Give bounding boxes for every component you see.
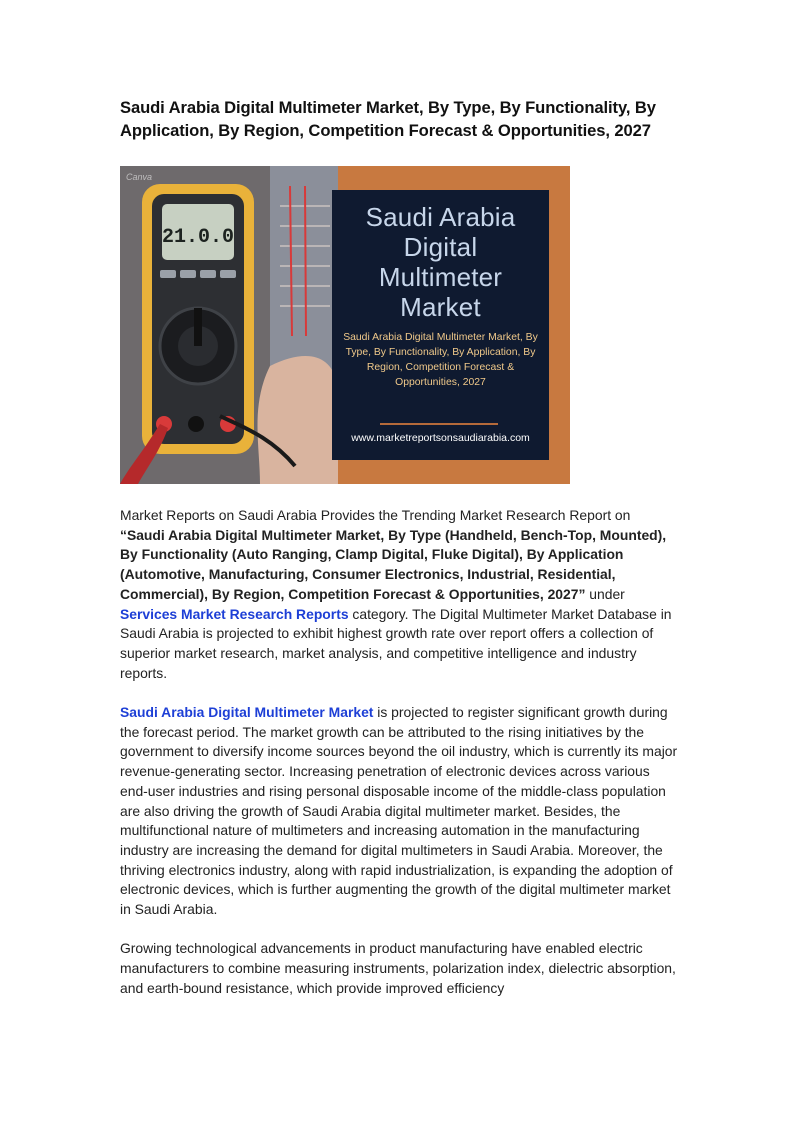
cover-title-line: Digital: [403, 232, 478, 262]
cover-card: [332, 190, 549, 460]
market-overview-paragraph: [120, 703, 678, 920]
market-report-link[interactable]: Saudi Arabia Digital Multimeter Market: [120, 704, 374, 721]
cover-title-line: Saudi Arabia: [365, 202, 516, 232]
cover-card-title: [332, 202, 549, 322]
cover-title-line: Market: [400, 292, 481, 322]
watermark: Canva: [126, 172, 153, 182]
cover-card-subtitle: Saudi Arabia Digital Multimeter Market, By Type, By Functionality, By Application, By Region, Competition Forecast & Opportunities, 2027: [343, 332, 538, 388]
divider: [380, 423, 498, 425]
report-full-title: “Saudi Arabia Digital Multimeter Market, By Type (Handheld, Bench-Top, Mounted), By Functionality (Auto Ranging, Clamp Digital, Fluke Digital), By Application (Automotive, Manufacturing, Consumer Electronics, Industrial, Residential, Commercial), By Region, Competition Forecast & Opportunities, 2027”: [120, 526, 667, 602]
multimeter-photo: [120, 166, 338, 484]
cover-title-line: Multimeter: [378, 262, 503, 292]
multimeter-display-readout: 21.0.0: [161, 226, 235, 249]
intro-under: under: [585, 585, 625, 602]
cover-card-url: www.marketreportsonsaudiarabia.com: [351, 432, 530, 444]
intro-tail: category. The Digital Multimeter Market Database in Saudi Arabia is projected to exhibit highest growth rate over report offers a collection of superior market research, market analysis, and competitive intelligence and industry reports.: [120, 605, 672, 681]
intro-lead: Market Reports on Saudi Arabia Provides the Trending Market Research Report on: [120, 507, 631, 523]
page-title: Saudi Arabia Digital Multimeter Market, By Type, By Functionality, By Application, By Region, Competition Forecast & Opportunities, 2027: [120, 98, 656, 140]
services-reports-link[interactable]: Services Market Research Reports: [120, 605, 349, 622]
technology-paragraph: Growing technological advancements in product manufacturing have enabled electric manufacturers to combine measuring instruments, polarization index, dielectric absorption, and earth-bound resistance, which provide improved efficiency: [120, 940, 676, 996]
document-page: [120, 96, 678, 999]
overview-text: is projected to register significant growth during the forecast period. The market growth can be attributed to the rising initiatives by the government to diversify income sources beyond the oil industry, which is currently its major revenue-generating sector. Increasing penetration of electronic devices across various end-user industries and rising personal disposable income of the middle-class population are also driving the growth of Saudi Arabia digital multimeter market. Besides, the multifunctional nature of multimeters and increasing automation in the manufacturing industry are increasing the demand for digital multimeters in Saudi Arabia. Moreover, the thriving electronics industry, along with rapid industrialization, is expanding the adoption of electronic devices, which is further augmenting the growth of the digital multimeter market in Saudi Arabia.: [120, 704, 678, 918]
intro-paragraph: [120, 506, 678, 683]
report-cover-image: [120, 166, 570, 484]
